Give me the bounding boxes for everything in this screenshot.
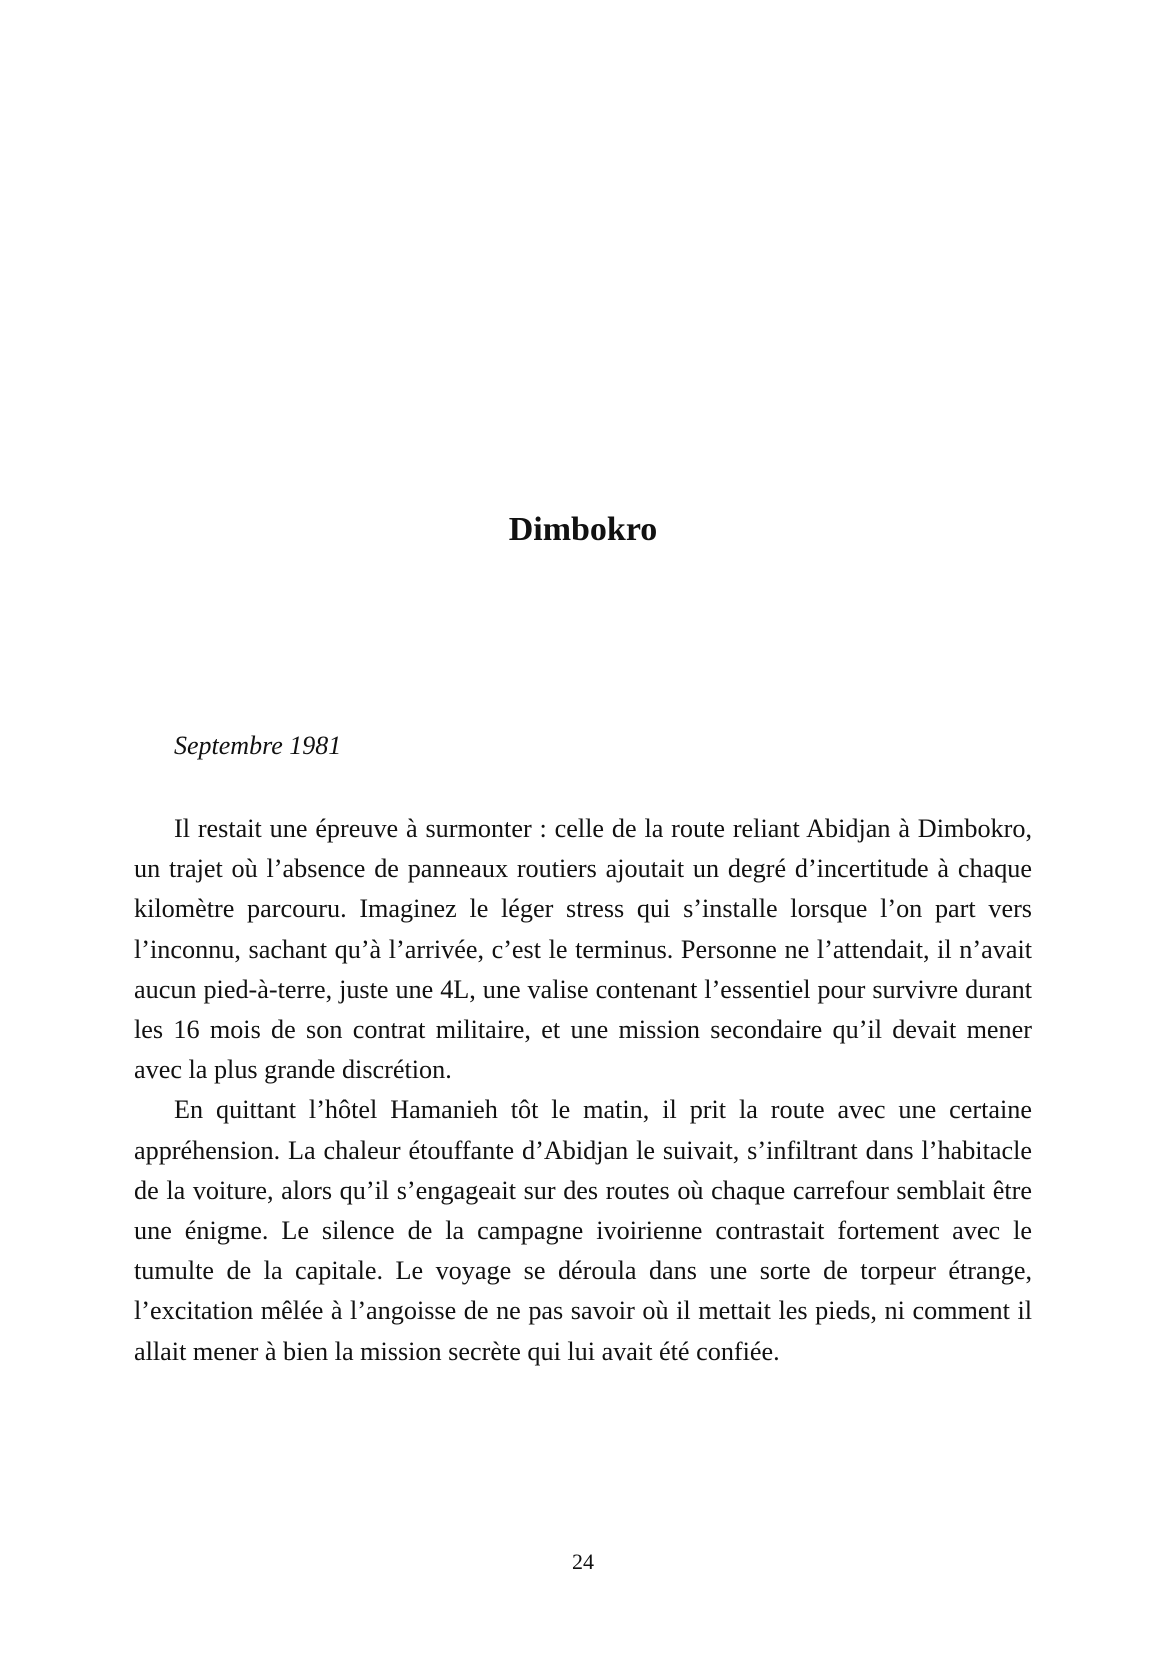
chapter-title: Dimbokro: [508, 511, 658, 548]
page-number: 24: [572, 1549, 594, 1574]
paragraph: En quittant l’hôtel Hamanieh tôt le matin, il prit la route avec une certaine appréhension. La chaleur étouffante d’Abidjan le suivait, s’infiltrant dans l’habitacle de la voiture, alors qu’il s’engageait sur des routes où chaque carrefour semblait être une énigme. Le silence de la campagne ivoirienne contrastait fortement avec le tumulte de la capitale. Le voyage se déroula dans une sorte de torpeur étrange, l’excitation mêlée à l’angoisse de ne pas savoir où il mettait les pieds, ni comment il allait mener à bien la mission secrète qui lui avait été confiée.: [134, 1095, 1032, 1366]
chapter-dateline: Septembre 1981: [174, 731, 342, 760]
chapter-body: [134, 809, 1032, 1372]
paragraph: Il restait une épreuve à surmonter : celle de la route reliant Abidjan à Dimbokro, un trajet où l’absence de panneaux routiers ajoutait un degré d’incertitude à chaque kilomètre parcouru. Imaginez le léger stress qui s’installe lorsque l’on part vers l’inconnu, sachant qu’à l’arrivée, c’est le terminus. Personne ne l’attendait, il n’avait aucun pied-à-terre, juste une 4L, une valise contenant l’essentiel pour survivre durant les 16 mois de son contrat militaire, et une mission secondaire qu’il devait mener avec la plus grande discrétion.: [134, 814, 1032, 1085]
